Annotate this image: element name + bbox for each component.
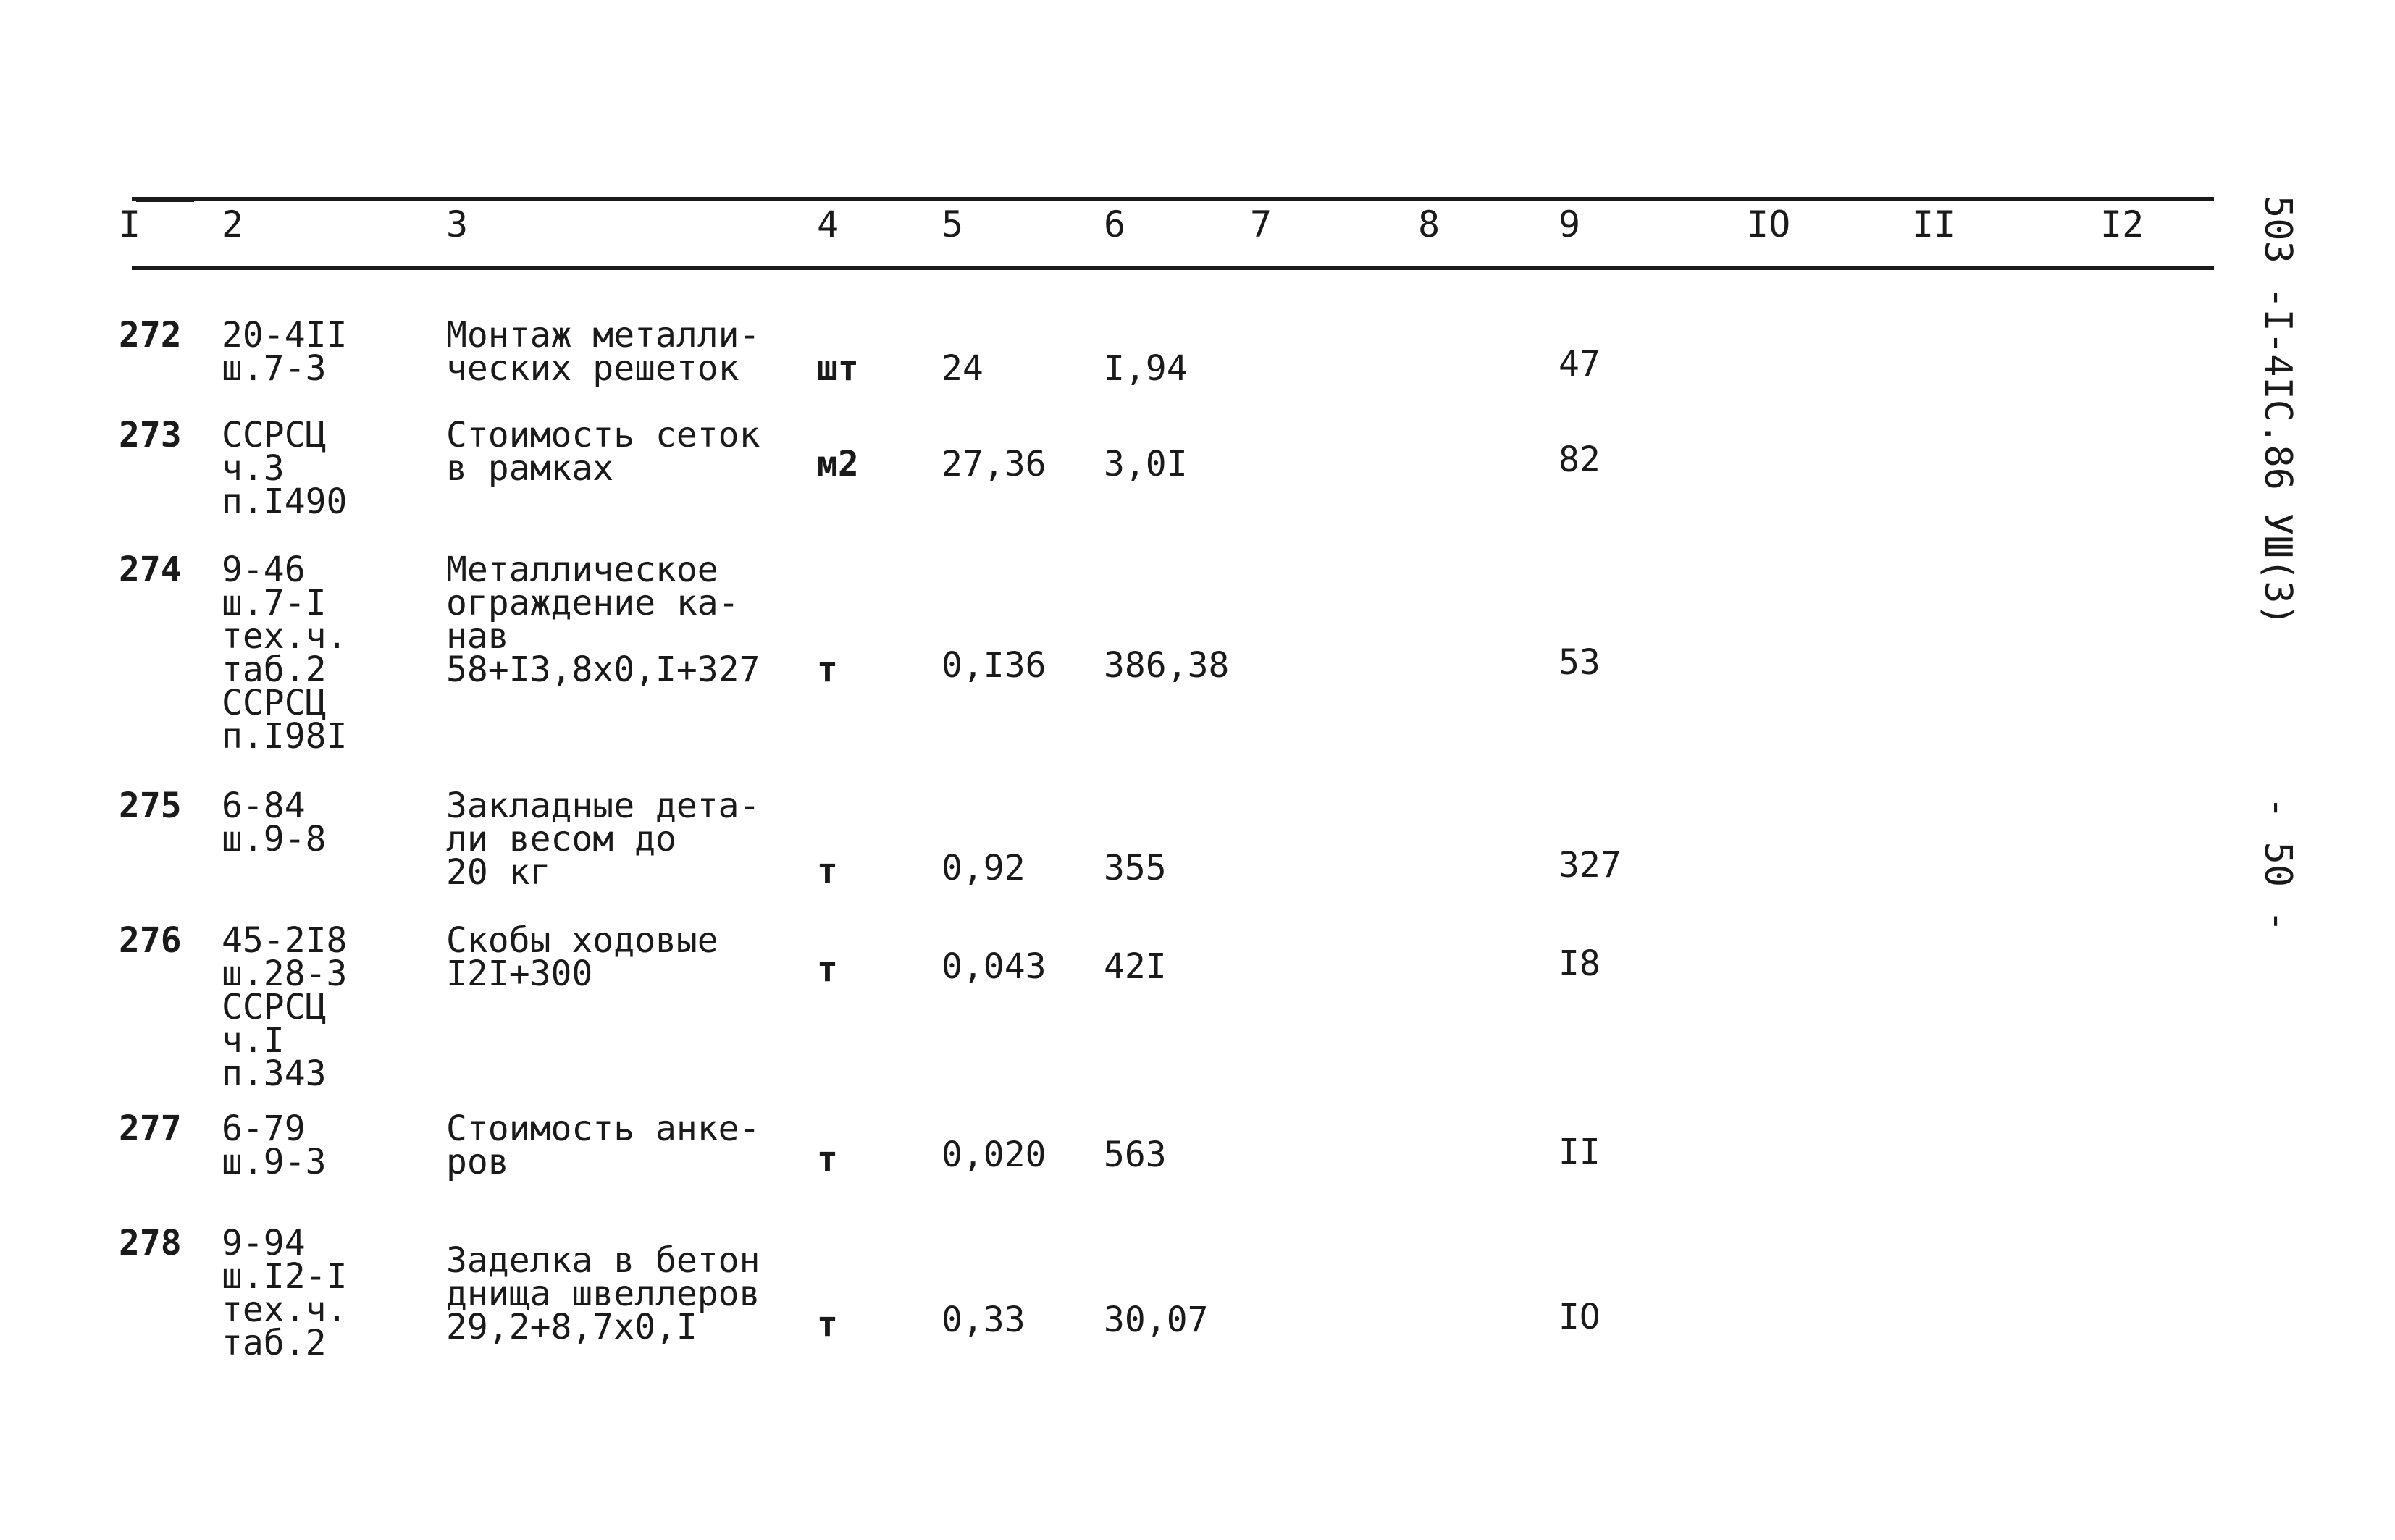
col-header-7: 7 bbox=[1250, 203, 1272, 245]
unit: т bbox=[817, 649, 838, 690]
norm-code: 6-79 ш.9-3 bbox=[222, 1108, 327, 1182]
total: 82 bbox=[1559, 439, 1601, 480]
unit-price: 42I bbox=[1104, 946, 1167, 987]
unit-price: 30,07 bbox=[1104, 1300, 1209, 1340]
quantity: 0,043 bbox=[941, 946, 1046, 987]
col-header-5: 5 bbox=[941, 203, 964, 245]
quantity: 0,33 bbox=[941, 1300, 1025, 1340]
norm-code: 6-84 ш.9-8 bbox=[222, 786, 327, 859]
norm-code: 45-2I8 ш.28-3 ССРСЦ ч.I п.343 bbox=[222, 920, 348, 1094]
work-name: Монтаж металли- ческих решеток bbox=[446, 315, 760, 389]
col-header-11: II bbox=[1912, 203, 1956, 245]
document-code: 503 -I-4IC.86 УШ(3) bbox=[2256, 195, 2299, 626]
total: II bbox=[1559, 1132, 1601, 1172]
work-name: Закладные дета- ли весом до 20 кг bbox=[446, 786, 760, 893]
total: 47 bbox=[1559, 344, 1601, 384]
unit: м2 bbox=[817, 444, 859, 484]
quantity: 24 bbox=[941, 348, 983, 389]
row-number: 278 bbox=[119, 1223, 182, 1263]
col-header-9: 9 bbox=[1559, 203, 1581, 245]
col-header-2: 2 bbox=[222, 203, 244, 245]
unit-price: 3,0I bbox=[1104, 444, 1188, 484]
row-number: 272 bbox=[119, 315, 182, 355]
total: 53 bbox=[1559, 642, 1601, 683]
col-header-1: I bbox=[119, 203, 141, 245]
work-name: Стоимость анке- ров bbox=[446, 1108, 760, 1182]
row-number: 276 bbox=[119, 920, 182, 961]
row-number: 275 bbox=[119, 786, 182, 826]
total: I8 bbox=[1559, 943, 1601, 984]
quantity: 0,I36 bbox=[941, 645, 1046, 686]
work-name: Металлическое ограждение ка- нав 58+I3,8х0,I+327 bbox=[446, 550, 760, 690]
unit-price: 563 bbox=[1104, 1135, 1167, 1175]
col-header-6: 6 bbox=[1104, 203, 1126, 245]
header-bottom-rule bbox=[132, 266, 2214, 270]
col-header-10: IO bbox=[1747, 203, 1791, 245]
unit: т bbox=[817, 1304, 838, 1345]
norm-code: 9-46 ш.7-I тех.ч. таб.2 ССРСЦ п.I98I bbox=[222, 550, 348, 757]
norm-code: 20-4II ш.7-3 bbox=[222, 315, 348, 389]
col-header-3: 3 bbox=[446, 203, 469, 245]
quantity: 27,36 bbox=[941, 444, 1046, 484]
col-header-12: I2 bbox=[2100, 203, 2144, 245]
unit: т bbox=[817, 1139, 838, 1179]
total: IO bbox=[1559, 1297, 1601, 1337]
work-name: Заделка в бетон днища швеллеров 29,2+8,7х0,I bbox=[446, 1240, 760, 1347]
row-number: 273 bbox=[119, 415, 182, 455]
page-number: - 50 - bbox=[2256, 796, 2299, 933]
norm-code: ССРСЦ ч.3 п.I490 bbox=[222, 415, 348, 522]
work-name: Стоимость сеток в рамках bbox=[446, 415, 760, 489]
col-header-8: 8 bbox=[1418, 203, 1440, 245]
norm-code: 9-94 ш.I2-I тех.ч. таб.2 bbox=[222, 1223, 348, 1363]
total: 327 bbox=[1559, 845, 1622, 885]
header-top-rule bbox=[132, 197, 2214, 201]
row-number: 277 bbox=[119, 1108, 182, 1149]
unit-price: I,94 bbox=[1104, 348, 1188, 389]
work-name: Скобы ходовые I2I+300 bbox=[446, 920, 718, 994]
row-number: 274 bbox=[119, 550, 182, 590]
unit-price: 386,38 bbox=[1104, 645, 1230, 686]
quantity: 0,92 bbox=[941, 848, 1025, 888]
quantity: 0,020 bbox=[941, 1135, 1046, 1175]
col-header-4: 4 bbox=[817, 203, 839, 245]
unit: шт bbox=[817, 348, 859, 389]
unit: т bbox=[817, 851, 838, 891]
unit: т bbox=[817, 949, 838, 990]
unit-price: 355 bbox=[1104, 848, 1167, 888]
